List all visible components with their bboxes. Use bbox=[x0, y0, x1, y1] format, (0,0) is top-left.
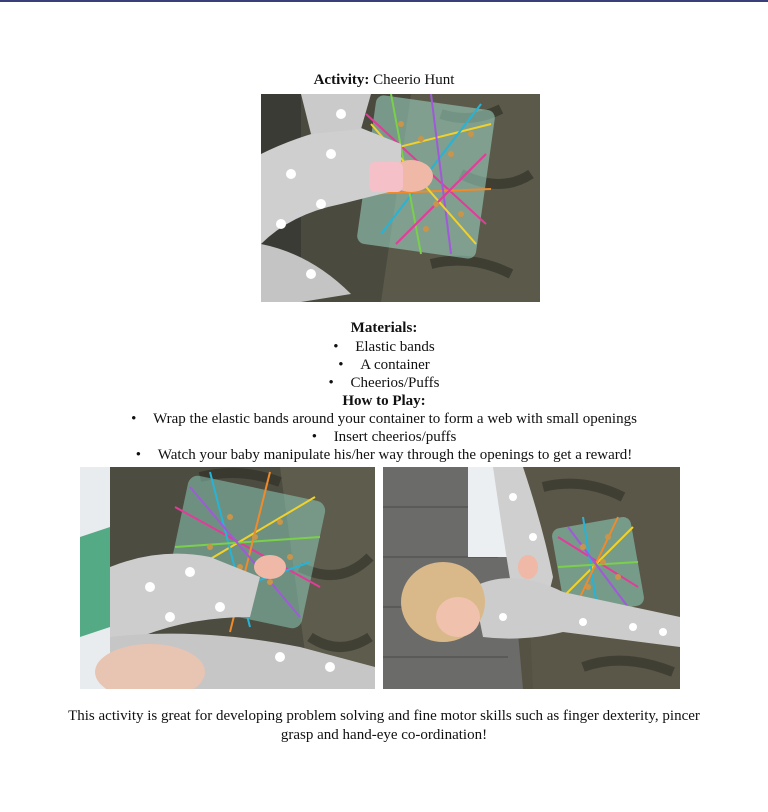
photo-baby-reaching-into-container bbox=[261, 94, 540, 302]
photo-baby-grasping-bands bbox=[80, 467, 375, 689]
photo-baby-lying-with-container bbox=[383, 467, 680, 689]
activity-title-text: Cheerio Hunt bbox=[373, 72, 455, 88]
bullet-icon: • bbox=[328, 375, 334, 391]
list-item: • Wrap the elastic bands around your container to form a web with small openings bbox=[131, 411, 637, 427]
bullet-icon: • bbox=[338, 357, 344, 373]
list-item: • Watch your baby manipulate his/her way through the openings to get a reward! bbox=[135, 447, 633, 463]
list-item: • A container bbox=[338, 357, 430, 373]
activity-title bbox=[0, 72, 768, 89]
activity-title-label: Activity: bbox=[313, 72, 370, 88]
list-item: • Cheerios/Puffs bbox=[328, 375, 440, 391]
list-item: • Elastic bands bbox=[333, 339, 435, 355]
list-item: • Insert cheerios/puffs bbox=[311, 429, 457, 445]
page-top-rule bbox=[0, 0, 768, 2]
bullet-icon: • bbox=[311, 429, 317, 445]
bullet-icon: • bbox=[131, 411, 137, 427]
how-to-play-heading: How to Play: bbox=[342, 393, 426, 409]
bullet-icon: • bbox=[333, 339, 339, 355]
bullet-icon: • bbox=[135, 447, 142, 463]
how-to-play-list bbox=[0, 410, 768, 464]
materials-heading: Materials: bbox=[350, 320, 418, 336]
materials-list bbox=[0, 338, 768, 392]
activity-benefits-text: This activity is great for developing problem solving and fine motor skills such as finger dexterity, pincer grasp and hand-eye co-ordination! bbox=[68, 708, 700, 743]
